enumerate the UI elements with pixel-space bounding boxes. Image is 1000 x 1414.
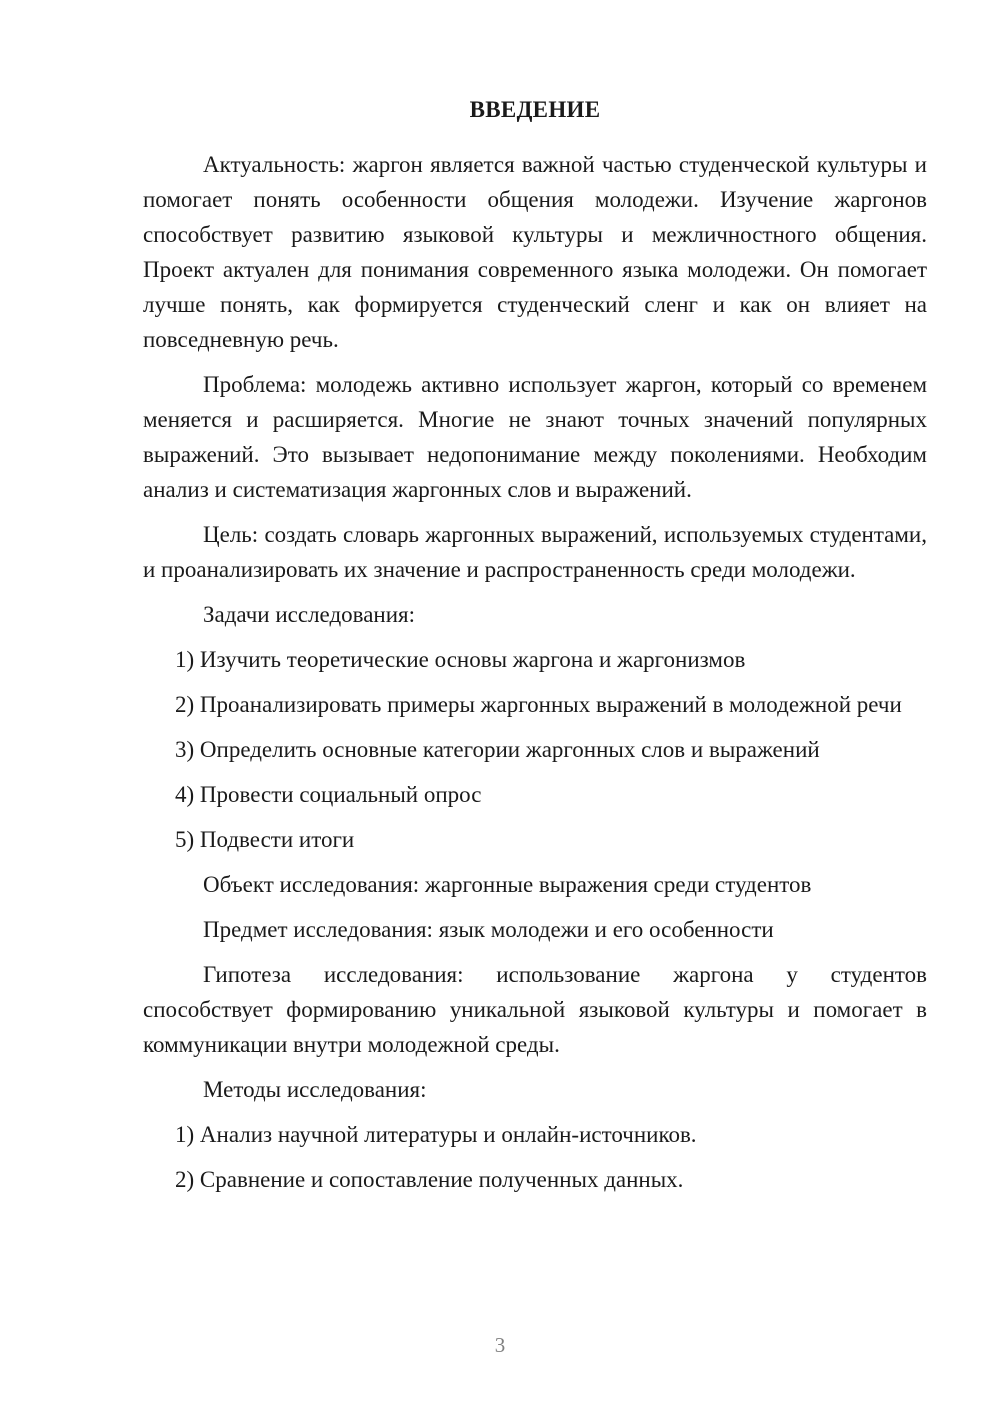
hypothesis-paragraph: Гипотеза исследования: использование жаргона у студентов способствует формированию уникальной языковой культуры и помогает в коммуникации внутри молодежной среды.: [143, 962, 927, 1057]
subject-paragraph: Предмет исследования: язык молодежи и его особенности: [203, 917, 774, 942]
section-heading: ВВЕДЕНИЕ: [469, 97, 601, 122]
task-item-4: 4) Провести социальный опрос: [175, 782, 482, 807]
object-paragraph: Объект исследования: жаргонные выражения среди студентов: [203, 872, 812, 897]
goal-paragraph: Цель: создать словарь жаргонных выражений, используемых студентами, и проанализировать их значение и распространенность среди молодежи.: [143, 522, 927, 582]
relevance-paragraph: Актуальность: жаргон является важной частью студенческой культуры и помогает понять особенности общения молодежи. Изучение жаргонов способствует развитию языковой культуры и межличностного общения. Проект актуален для понимания современного языка молодежи. Он помогает лучше понять, как формируется студенческий сленг и как он влияет на повседневную речь.: [143, 152, 927, 352]
document-page: [143, 92, 927, 1207]
method-item-2: 2) Сравнение и сопоставление полученных данных.: [175, 1167, 684, 1192]
task-item-3: 3) Определить основные категории жаргонных слов и выражений: [175, 737, 820, 762]
tasks-title: Задачи исследования:: [203, 602, 416, 627]
task-item-2: 2) Проанализировать примеры жаргонных выражений в молодежной речи: [175, 692, 902, 717]
methods-title: Методы исследования:: [203, 1077, 427, 1102]
method-item-1: 1) Анализ научной литературы и онлайн-источников.: [175, 1122, 697, 1147]
page-number: 3: [494, 1333, 506, 1357]
problem-paragraph: Проблема: молодежь активно использует жаргон, который со временем меняется и расширяется. Многие не знают точных значений популярных выражений. Это вызывает недопонимание между поколениями. Необходим анализ и систематизация жаргонных слов и выражений.: [143, 372, 927, 502]
task-item-5: 5) Подвести итоги: [175, 827, 355, 852]
task-item-1: 1) Изучить теоретические основы жаргона и жаргонизмов: [175, 647, 746, 672]
